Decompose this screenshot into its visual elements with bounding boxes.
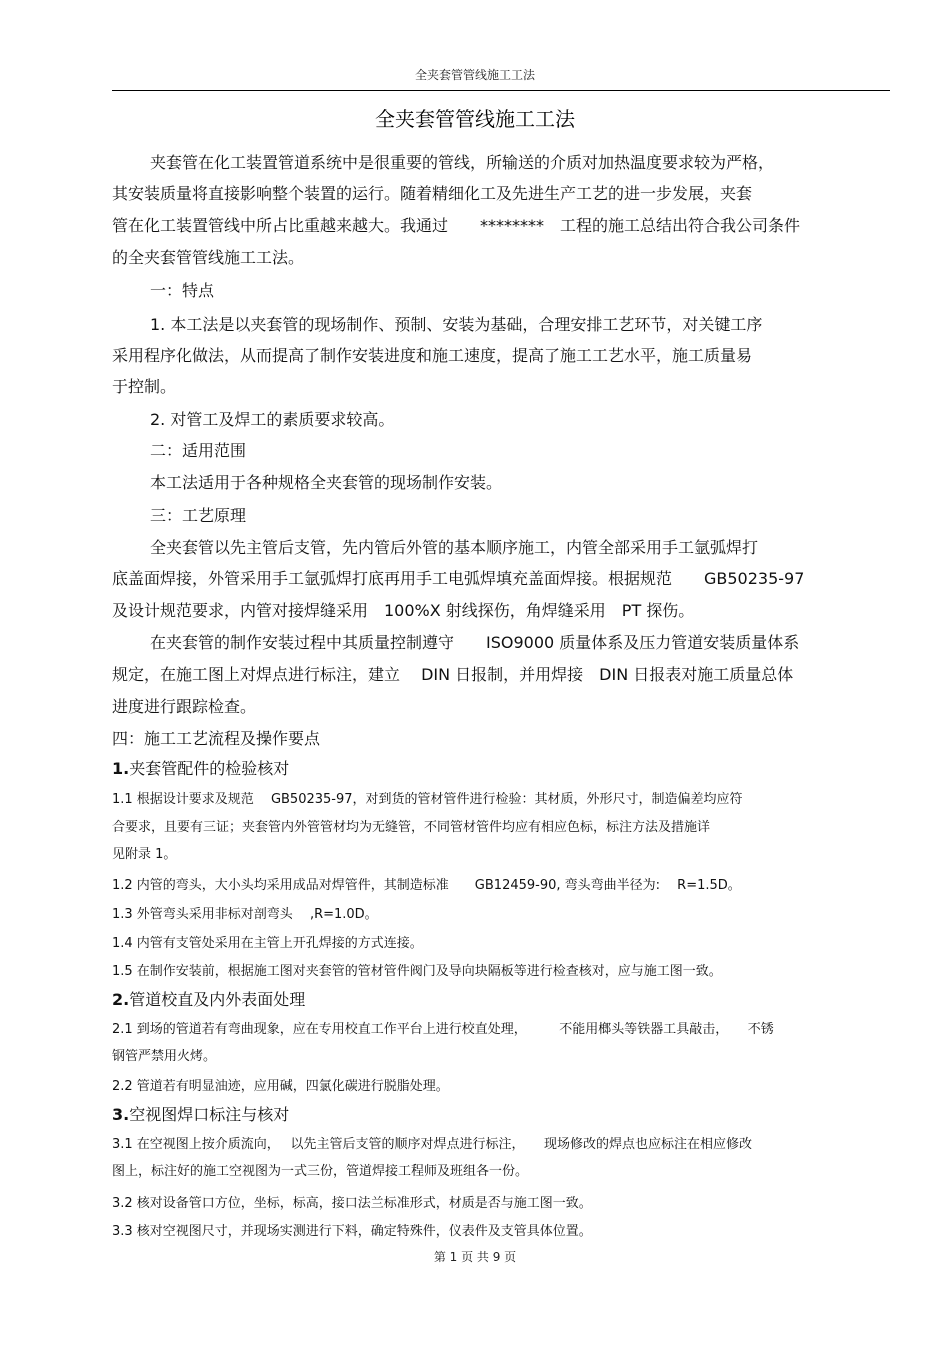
subheading-1-number: 1. (112, 759, 130, 778)
scope-p1: 本工法适用于各种规格全夹套管的现场制作安装。 (150, 473, 503, 492)
section-heading-process: 四：施工工艺流程及操作要点 (112, 729, 321, 748)
principle-p1-line-1: 全夹套管以先主管后支管，先内管后外管的基本顺序施工，内管全部采用手工氩弧焊打 (150, 538, 759, 557)
item-1-1-line-1: 1.1 根据设计要求及规范 GB50235-97，对到货的管材管件进行检验：其材质，外形尺寸，制造偏差均应符 (112, 792, 743, 807)
principle-p1-line-2: 底盖面焊接，外管采用手工氩弧焊打底再用手工电弧焊填充盖面焊接。根据规范 GB50235-97 (112, 569, 805, 588)
features-p2: 2. 对管工及焊工的素质要求较高。 (150, 410, 395, 429)
principle-p2-line-2: 规定，在施工图上对焊点进行标注，建立 DIN 日报制，并用焊接 DIN 日报表对施工质量总体 (112, 665, 794, 684)
intro-line-4: 的全夹套管管线施工工法。 (112, 248, 305, 267)
subheading-2 (112, 987, 305, 1010)
features-p1-line-2: 采用程序化做法，从而提高了制作安装进度和施工速度，提高了施工工艺水平，施工质量易 (112, 346, 753, 365)
item-3-3: 3.3 核对空视图尺寸，并现场实测进行下料，确定特殊件，仪表件及支管具体位置。 (112, 1224, 592, 1239)
item-1-1-line-3: 见附录 1。 (112, 847, 177, 862)
item-2-1-line-1: 2.1 到场的管道若有弯曲现象，应在专用校直工作平台上进行校直处理， 不能用榔头等铁器工具敲击， 不锈 (112, 1022, 774, 1037)
item-1-4: 1.4 内管有支管处采用在主管上开孔焊接的方式连接。 (112, 936, 423, 951)
section-heading-features: 一：特点 (150, 281, 215, 300)
item-1-5: 1.5 在制作安装前，根据施工图对夹套管的管材管件阀门及导向块隔板等进行检查核对，应与施工图一致。 (112, 964, 722, 979)
intro-line-2: 其安装质量将直接影响整个装置的运行。随着精细化工及先进生产工艺的进一步发展，夹套 (112, 184, 753, 203)
page-footer: 第 1 页 共 9 页 (433, 1250, 517, 1264)
document-title: 全夹套管管线施工工法 (375, 107, 575, 131)
section-heading-scope: 二：适用范围 (150, 441, 247, 460)
subheading-2-number: 2. (112, 990, 130, 1009)
running-header: 全夹套管管线施工工法 (414, 68, 535, 82)
item-2-2: 2.2 管道若有明显油迹，应用碱，四氯化碳进行脱脂处理。 (112, 1079, 449, 1094)
section-heading-principle: 三：工艺原理 (150, 506, 247, 525)
intro-line-3: 管在化工装置管线中所占比重越来越大。我通过 ******** 工程的施工总结出符合我公司条件 (112, 216, 801, 235)
subheading-3-number: 3. (112, 1105, 130, 1124)
intro-line-1: 夹套管在化工装置管道系统中是很重要的管线，所输送的介质对加热温度要求较为严格， (150, 153, 775, 172)
principle-p2-line-1: 在夹套管的制作安装过程中其质量控制遵守 ISO9000 质量体系及压力管道安装质量体系 (150, 633, 800, 652)
subheading-3-text: 空视图焊口标注与核对 (129, 1105, 290, 1124)
item-1-2: 1.2 内管的弯头，大小头均采用成品对焊管件，其制造标准 GB12459-90, 弯头弯曲半径为: R=1.5D。 (112, 878, 741, 893)
subheading-3 (112, 1102, 289, 1125)
principle-p1-line-3: 及设计规范要求，内管对接焊缝采用 100%X 射线探伤，角焊缝采用 PT 探伤。 (112, 601, 695, 620)
subheading-1 (112, 756, 289, 779)
item-1-3: 1.3 外管弯头采用非标对剖弯头 ,R=1.0D。 (112, 907, 378, 922)
features-p1-line-3: 于控制。 (112, 377, 177, 396)
item-3-1-line-2: 图上，标注好的施工空视图为一式三份，管道焊接工程师及班组各一份。 (112, 1164, 529, 1179)
header-divider (112, 90, 890, 91)
item-2-1-line-2: 钢管严禁用火烤。 (112, 1049, 217, 1064)
features-p1-line-1: 1. 本工法是以夹套管的现场制作、预制、安装为基础，合理安排工艺环节，对关键工序 (150, 315, 763, 334)
subheading-1-text: 夹套管配件的检验核对 (129, 759, 290, 778)
item-3-1-line-1: 3.1 在空视图上按介质流向， 以先主管后支管的顺序对焊点进行标注， 现场修改的焊点也应标注在相应修改 (112, 1137, 752, 1152)
item-3-2: 3.2 核对设备管口方位，坐标，标高，接口法兰标准形式，材质是否与施工图一致。 (112, 1196, 592, 1211)
subheading-2-text: 管道校直及内外表面处理 (129, 990, 306, 1009)
item-1-1-line-2: 合要求，且要有三证；夹套管内外管管材均为无缝管，不同管材管件均应有相应色标，标注方法及措施详 (112, 820, 711, 835)
principle-p2-line-3: 进度进行跟踪检查。 (112, 697, 257, 716)
